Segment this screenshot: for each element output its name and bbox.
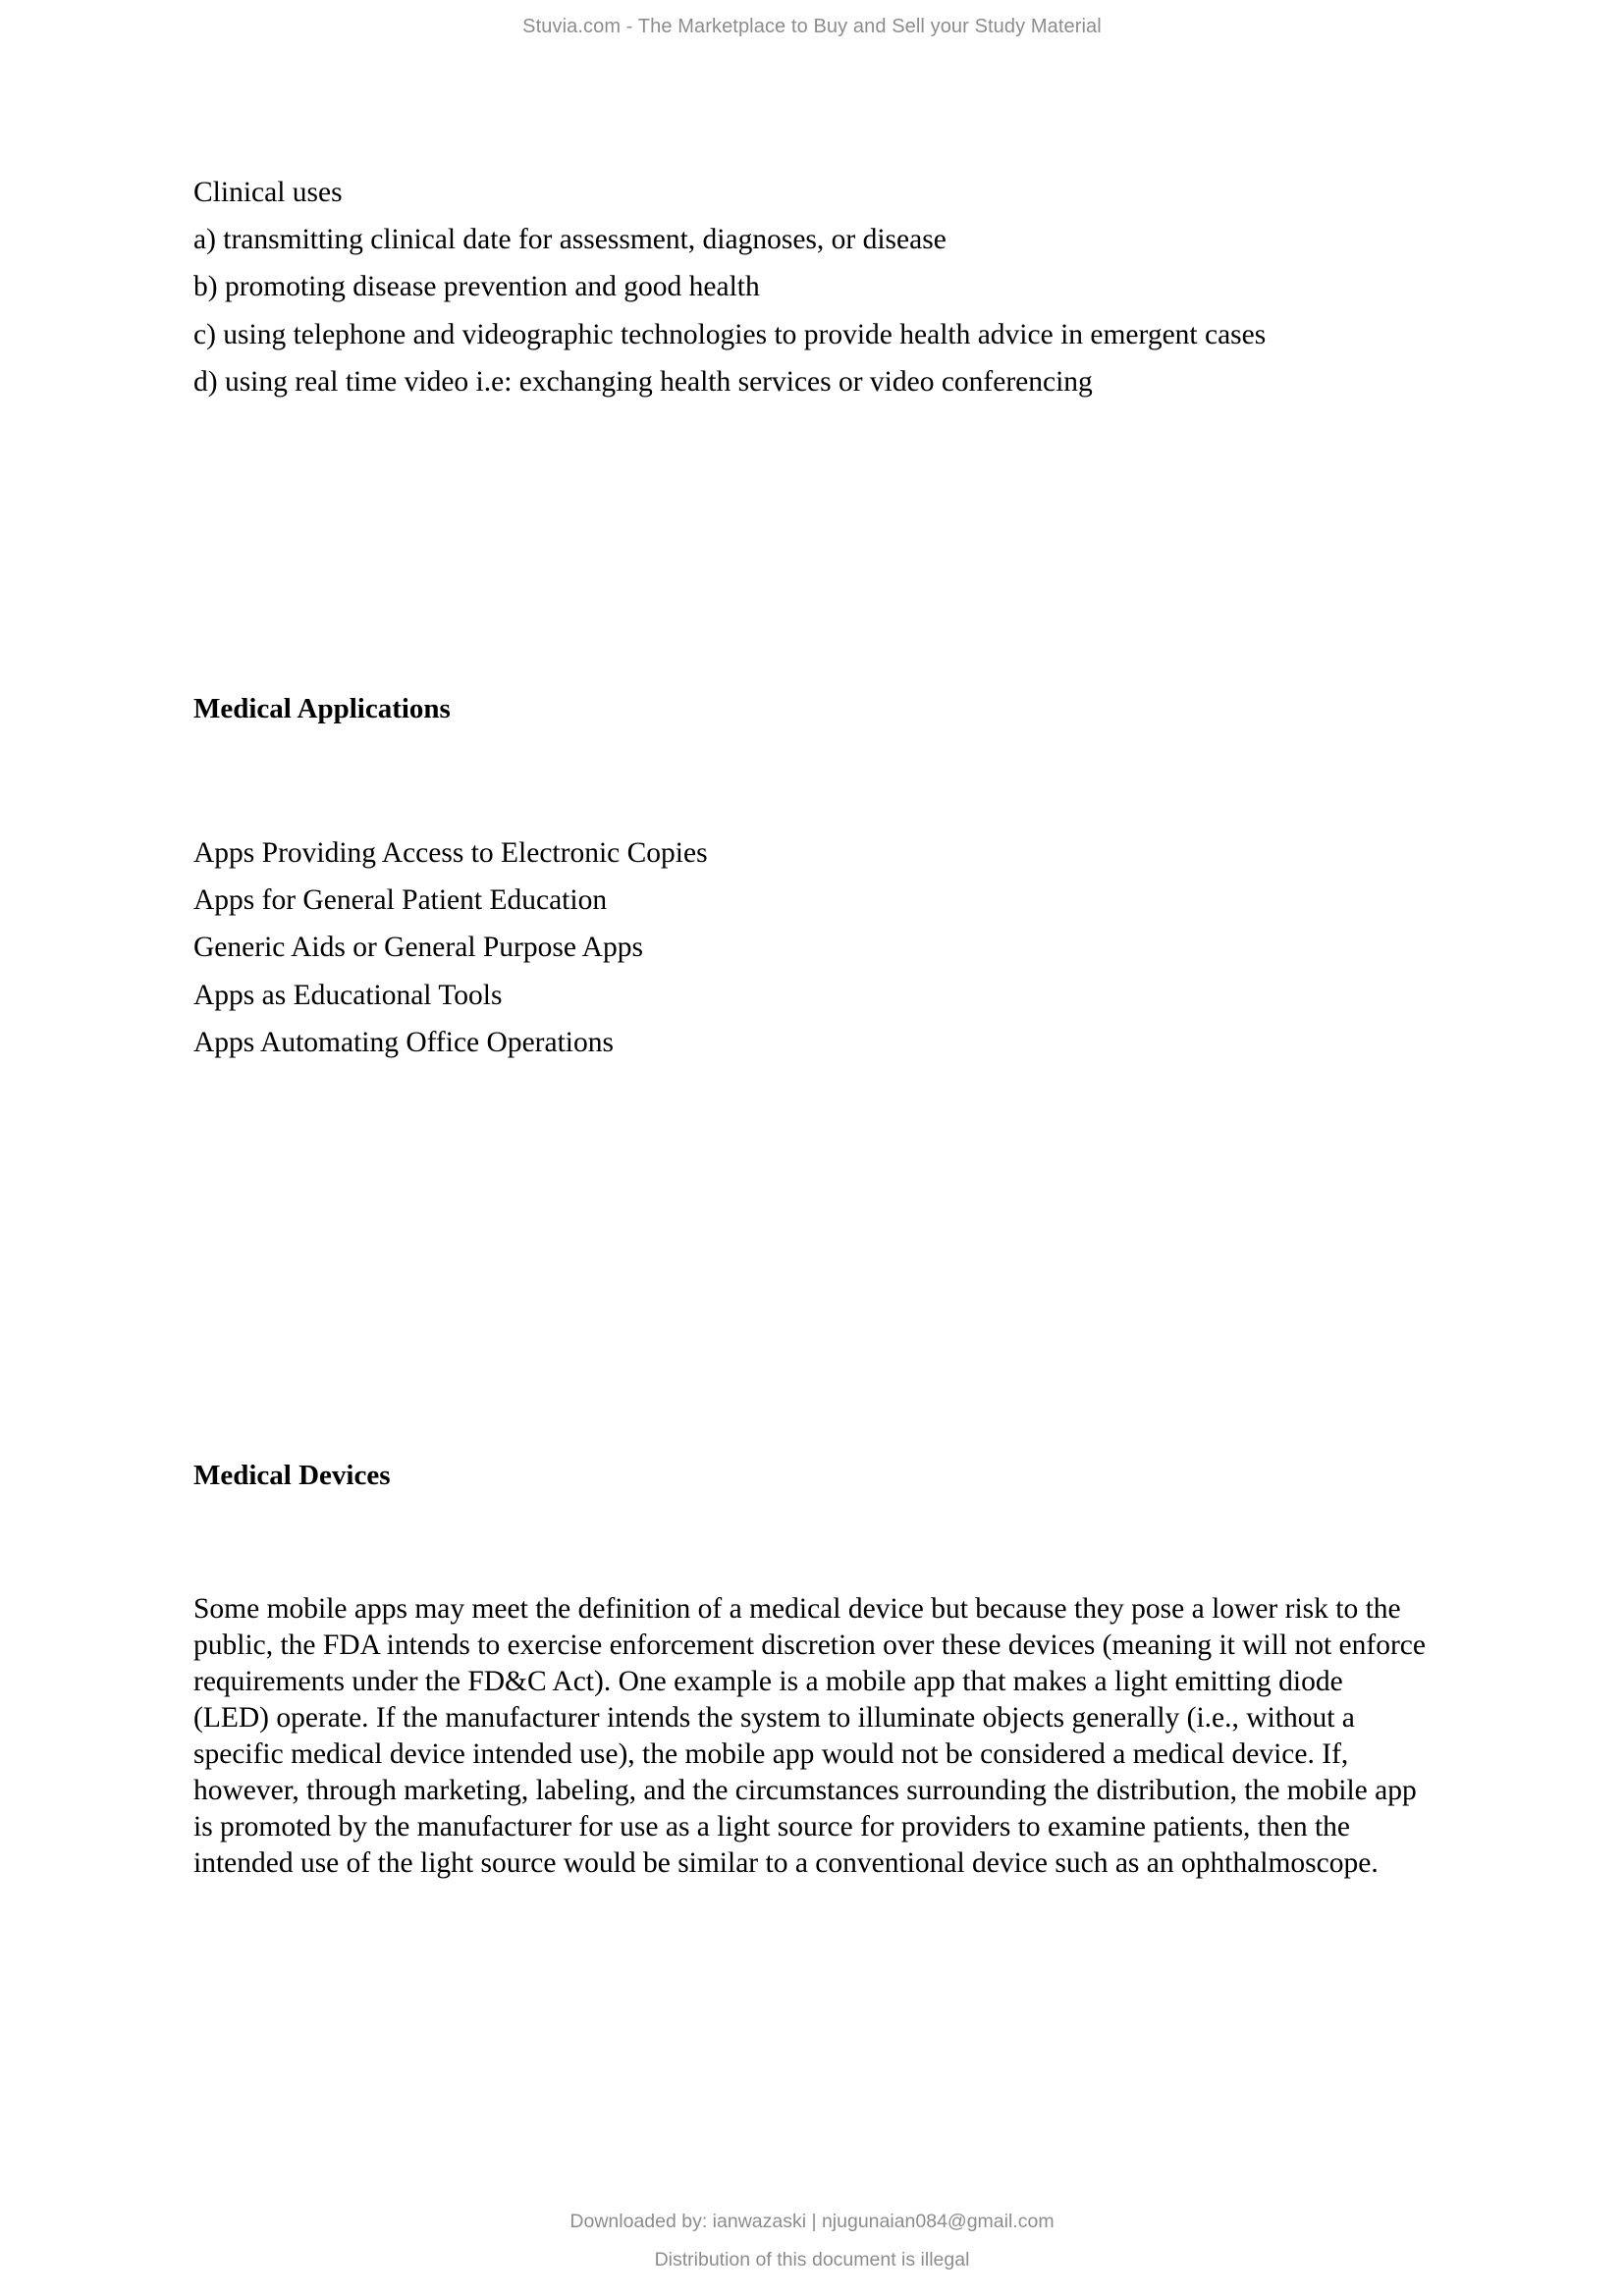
clinical-uses-item-b: b) promoting disease prevention and good health bbox=[193, 271, 760, 302]
clinical-uses-item-c: c) using telephone and videographic technologies to provide health advice in emergent cases bbox=[193, 319, 1267, 350]
medical-applications-item-3: Generic Aids or General Purpose Apps bbox=[193, 932, 643, 963]
medical-applications-item-5: Apps Automating Office Operations bbox=[193, 1027, 614, 1058]
medical-applications-item-4: Apps as Educational Tools bbox=[193, 980, 503, 1011]
medical-applications-item-2: Apps for General Patient Education bbox=[193, 884, 608, 916]
stuvia-watermark-header: Stuvia.com - The Marketplace to Buy and Sell your Study Material bbox=[522, 16, 1102, 37]
medical-devices-heading: Medical Devices bbox=[193, 1460, 391, 1491]
medical-devices-paragraph: Some mobile apps may meet the definition of a medical device but because they pose a lower risk to the public, the FDA intends to exercise enforcement discretion over these devices (meaning it will not enforce requirements under the FD&C Act). One example is a mobile app that makes a light emitting diode (LED) operate. If the manufacturer intends the system to illuminate objects generally (i.e., without a specific medical device intended use), the mobile app would not be considered a medical device. If, however, through marketing, labeling, and the circumstances surrounding the distribution, the mobile app is promoted by the manufacturer for use as a light source for providers to examine patients, then the intended use of the light source would be similar to a conventional device such as an ophthalmoscope. bbox=[193, 1593, 1426, 1880]
clinical-uses-title: Clinical uses bbox=[193, 177, 343, 208]
clinical-uses-item-a: a) transmitting clinical date for assessment, diagnoses, or disease bbox=[193, 224, 947, 255]
medical-applications-heading: Medical Applications bbox=[193, 693, 451, 724]
footer-downloaded-by: Downloaded by: ianwazaski | njugunaian084@gmail.com bbox=[569, 2211, 1055, 2232]
medical-applications-item-1: Apps Providing Access to Electronic Copies bbox=[193, 837, 708, 869]
clinical-uses-item-d: d) using real time video i.e: exchanging health services or video conferencing bbox=[193, 366, 1093, 398]
footer-distribution-notice: Distribution of this document is illegal bbox=[654, 2249, 970, 2270]
